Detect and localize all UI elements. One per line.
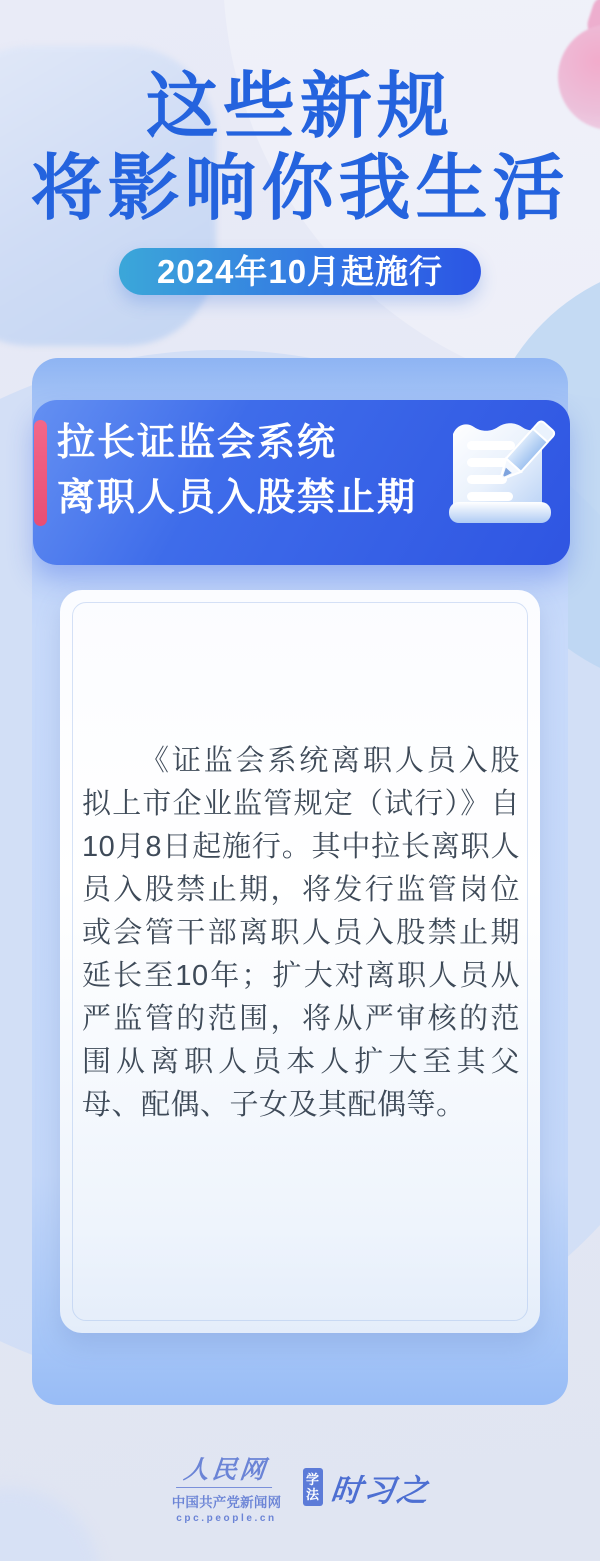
shixizhi-logo: [303, 1465, 430, 1510]
section-header-card: [33, 400, 570, 565]
content-card: [60, 590, 540, 1333]
page-title-line-1: 这些新规: [145, 67, 454, 147]
xuefa-char-1: 学: [305, 1472, 319, 1487]
xuefa-badge: [303, 1468, 323, 1506]
section-heading-line-2: 离职人员入股禁止期: [57, 477, 418, 519]
page-title-line-2: 将影响你我生活: [30, 149, 570, 229]
effective-date-badge: 2024年10月起施行: [119, 248, 481, 295]
people-net-url-text: cpc.people.cn: [176, 1513, 277, 1524]
section-heading-line-1: 拉长证监会系统: [57, 422, 338, 464]
body-paragraph: 《证监会系统离职人员入股拟上市企业监管规定（试行）》自10月8日起施行。其中拉长离职人员入股禁止期，将发行监管岗位或会管干部离职人员入股禁止期延长至10年；扩大对离职人员从严监管的范围，将从严审核的范围从离职人员本人扩大至其父母、配偶、子女及其配偶等。: [82, 745, 520, 1121]
xuefa-char-2: 法: [305, 1487, 319, 1502]
page-title: [0, 66, 600, 230]
pink-accent-bar: [34, 420, 47, 526]
people-net-script-text: 人民网: [176, 1450, 276, 1488]
document-pen-icon: [441, 416, 563, 534]
people-net-name-text: 中国共产党新闻网: [171, 1495, 282, 1510]
footer: [0, 1450, 600, 1524]
shixizhi-text: 时习之: [328, 1472, 432, 1508]
section-heading: [57, 416, 417, 526]
people-net-logo: [171, 1450, 283, 1524]
